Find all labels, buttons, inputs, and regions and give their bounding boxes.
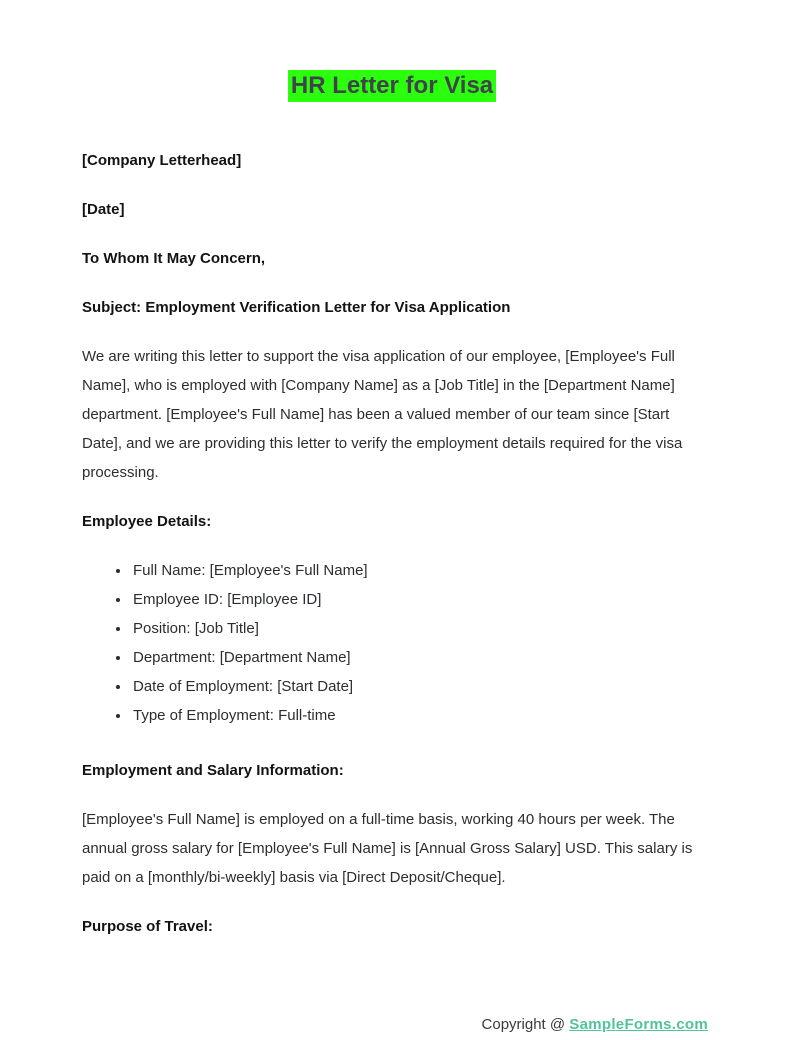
copyright-text: Copyright @ [481, 1016, 570, 1033]
title-row [82, 70, 702, 102]
sampleforms-link[interactable]: SampleForms.com [569, 1016, 708, 1033]
copyright-footer [482, 1016, 708, 1033]
intro-paragraph: We are writing this letter to support the visa application of our employee, [Employee's Full Name], who is employed with [Company Name] as a [Job Title] in the [Department Name] department. [Employee's Full Name] has been a valued member of our team since [Start Date], and we are providing this letter to verify the employment details required for the visa processing. [82, 348, 683, 481]
company-letterhead-placeholder: [Company Letterhead] [82, 152, 242, 169]
list-item: • Date of Employment: [Start Date] [131, 672, 704, 701]
subject-line: Subject: Employment Verification Letter for Visa Application [82, 299, 511, 316]
employee-details-list [82, 556, 704, 730]
salary-heading: Employment and Salary Information: [82, 762, 344, 779]
purpose-heading: Purpose of Travel: [82, 918, 213, 935]
salutation: To Whom It May Concern, [82, 250, 266, 267]
salary-paragraph: [Employee's Full Name] is employed on a full-time basis, working 40 hours per week. The annual gross salary for [Employee's Full Name] is [Annual Gross Salary] USD. This salary is paid on a [monthly/bi-weekly] basis via [Direct Deposit/Cheque]. [82, 811, 693, 886]
list-item: • Department: [Department Name] [131, 643, 704, 672]
list-item: • Type of Employment: Full-time [131, 701, 704, 730]
employee-details-heading: Employee Details: [82, 513, 212, 530]
list-item: • Full Name: [Employee's Full Name] [131, 556, 704, 585]
letter-body [82, 146, 704, 941]
list-item: • Position: [Job Title] [131, 614, 704, 643]
page-title: HR Letter for Visa [288, 70, 496, 102]
list-item: • Employee ID: [Employee ID] [131, 585, 704, 614]
date-placeholder: [Date] [82, 201, 125, 218]
